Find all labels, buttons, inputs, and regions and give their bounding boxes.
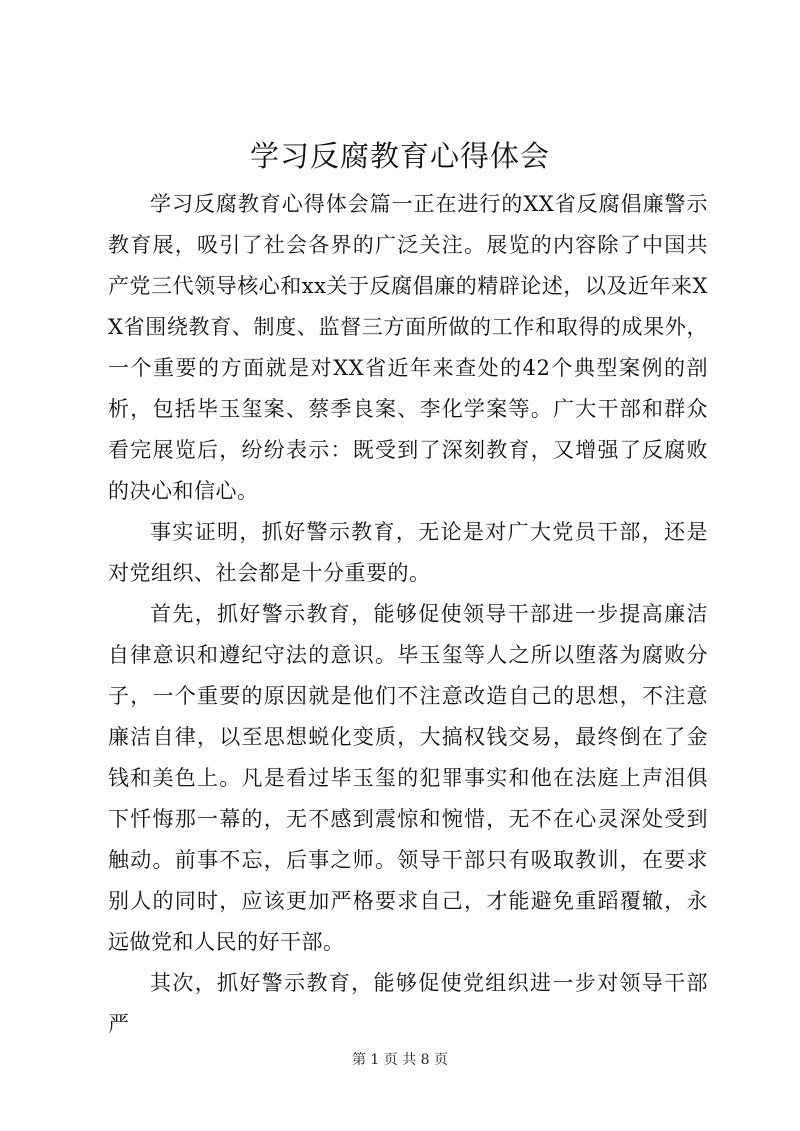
paragraph-3: 首先，抓好警示教育，能够促使领导干部进一步提高廉洁自律意识和遵纪守法的意识。毕玉玺等人之所以堕落为腐败分子，一个重要的原因就是他们不注意改造自己的思想，不注意廉洁自律，以至思想蜕化变质，大搞权钱交易，最终倒在了金钱和美色上。凡是看过毕玉玺的犯罪事实和他在法庭上声泪俱下忏悔那一幕的，无不感到震惊和惋惜，无不在心灵深处受到触动。前事不忘，后事之师。领导干部只有吸取教训，在要求别人的同时，应该更加严格要求自己，才能避免重蹈覆辙，永远做党和人民的好干部。 [108,602,708,954]
paragraph-4: 其次，抓好警示教育，能够促使党组织进一步对领导干部严 [108,971,708,1036]
page-footer: 第 1 页 共 8 页 [351,1052,449,1068]
paragraph-1: 学习反腐教育心得体会篇一正在进行的XX省反腐倡廉警示教育展，吸引了社会各界的广泛关注。展览的内容除了中国共产党三代领导核心和xx关于反腐倡廉的精辟论述，以及近年来XX省围绕教育、制度、监督三方面所做的工作和取得的成果外，一个重要的方面就是对XX省近年来查处的42个典型案例的剖析，包括毕玉玺案、蔡季良案、李化学案等。广大干部和群众看完展览后，纷纷表示：既受到了深刻教育，又增强了反腐败的决心和信心。 [108,192,708,503]
document-title: 学习反腐教育心得体会 [249,139,550,173]
document-body [108,184,708,1045]
paragraph-2: 事实证明，抓好警示教育，无论是对广大党员干部，还是对党组织、社会都是十分重要的。 [108,520,708,585]
